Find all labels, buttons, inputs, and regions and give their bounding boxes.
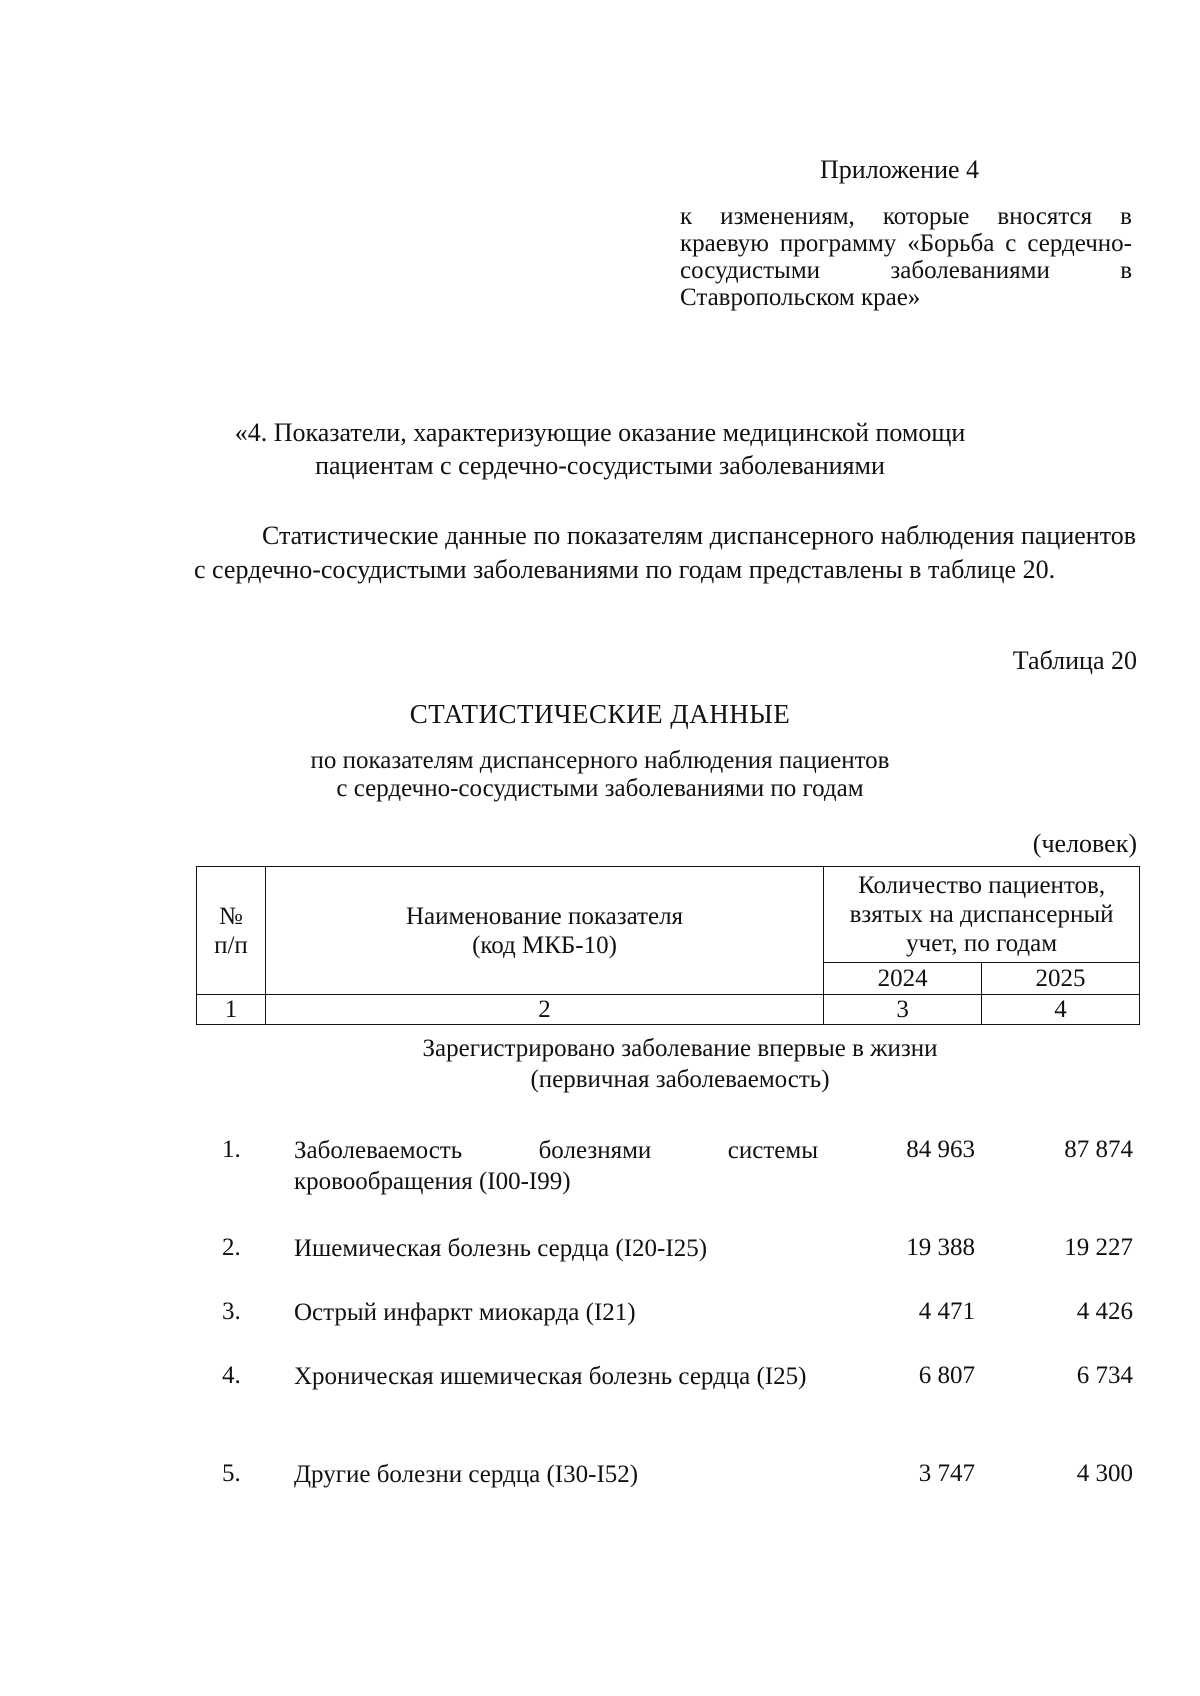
section-heading <box>200 416 1000 482</box>
appendix-note: к изменениям, которые вносятся в краевую программу «Борьба с сердечно-сосудистыми заболеваниями в Ставропольском крае» <box>680 203 1132 311</box>
section-heading-line: пациентам с сердечно-сосудистыми заболеваниями <box>315 451 885 480</box>
column-number: 3 <box>824 995 982 1025</box>
table-title: СТАТИСТИЧЕСКИЕ ДАННЫЕ <box>409 699 791 729</box>
unit-label: (человек) <box>1032 829 1137 858</box>
row-name: Ишемическая болезнь сердца (I20-I25) <box>294 1235 708 1262</box>
row-value-2024: 4 471 <box>918 1298 975 1325</box>
column-number: 4 <box>982 995 1140 1025</box>
row-number: 5. <box>222 1460 241 1487</box>
group-heading <box>300 1033 1060 1095</box>
header-year-2024: 2024 <box>824 963 982 995</box>
row-value-2024: 3 747 <box>918 1460 975 1487</box>
row-number: 2. <box>222 1234 241 1261</box>
row-name: Хроническая ишемическая болезнь сердца (I25) <box>294 1363 807 1390</box>
row-value-2025: 19 227 <box>1064 1234 1133 1261</box>
row-number: 1. <box>222 1136 241 1163</box>
row-value-2024: 6 807 <box>918 1362 975 1389</box>
row-name: Заболеваемость болезнями системы кровообращения (I00-I99) <box>294 1137 818 1195</box>
table-subtitle <box>0 747 1200 803</box>
row-value-2024: 19 388 <box>906 1234 975 1261</box>
column-number: 1 <box>197 995 266 1025</box>
header-year-2025: 2025 <box>982 963 1140 995</box>
intro-paragraph: Статистические данные по показателям диспансерного наблюдения пациентов с сердечно-сосудистыми заболеваниями по годам представлены в таблице 20. <box>194 521 1136 584</box>
row-value-2025: 4 426 <box>1076 1298 1133 1325</box>
row-value-2025: 87 874 <box>1064 1136 1133 1163</box>
group-heading-line: Зарегистрировано заболевание впервые в жизни <box>422 1035 938 1062</box>
header-name: Наименование показателя (код МКБ-10) <box>265 867 823 995</box>
header-num: № п/п <box>197 867 266 995</box>
header-count: Количество пациентов, взятых на диспансерный учет, по годам <box>824 867 1140 963</box>
table-header <box>196 866 1140 1025</box>
table-label: Таблица 20 <box>1012 646 1137 675</box>
appendix-title: Приложение 4 <box>820 155 980 184</box>
row-name: Острый инфаркт миокарда (I21) <box>294 1299 636 1326</box>
row-value-2025: 6 734 <box>1076 1362 1133 1389</box>
row-name: Другие болезни сердца (I30-I52) <box>294 1461 639 1488</box>
column-number: 2 <box>265 995 823 1025</box>
row-number: 4. <box>222 1362 241 1389</box>
table-subtitle-line: по показателям диспансерного наблюдения пациентов <box>310 747 890 774</box>
row-number: 3. <box>222 1298 241 1325</box>
row-value-2025: 4 300 <box>1076 1460 1133 1487</box>
section-heading-line: «4. Показатели, характеризующие оказание медицинской помощи <box>234 418 966 447</box>
group-heading-line: (первичная заболеваемость) <box>530 1066 830 1093</box>
row-value-2024: 84 963 <box>906 1136 975 1163</box>
table-subtitle-line: с сердечно-сосудистыми заболеваниями по годам <box>336 775 864 802</box>
